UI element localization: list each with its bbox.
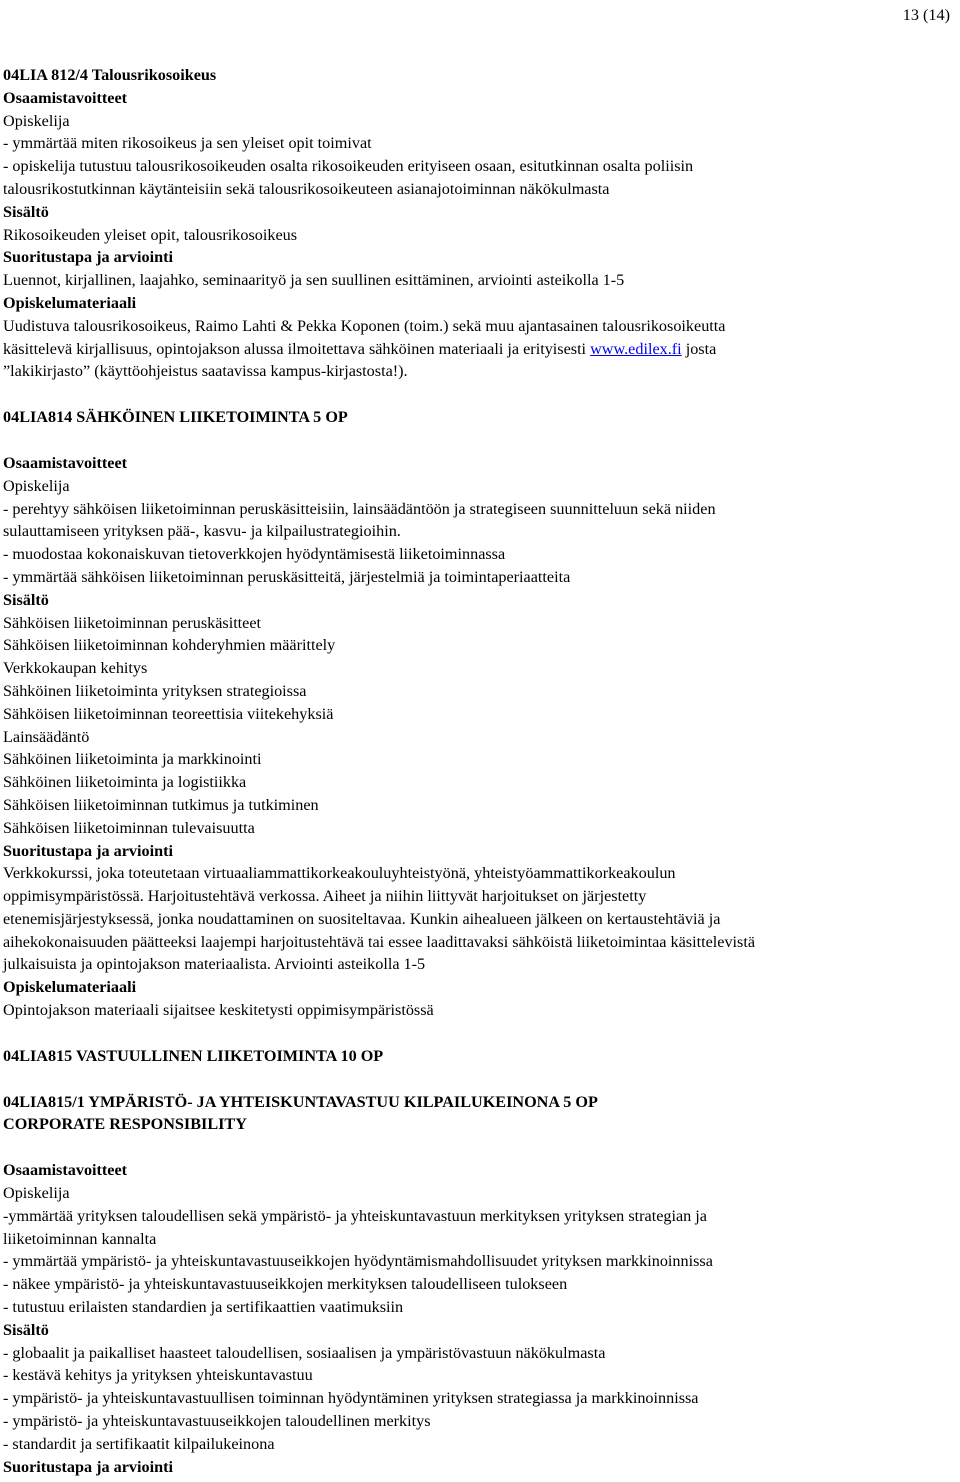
goal-line: - näkee ympäristö- ja yhteiskuntavastuuseikkojen merkityksen taloudelliseen tulokseen [3, 1275, 568, 1294]
goal-line: liiketoiminnan kannalta [3, 1229, 157, 1248]
student-label: Opiskelija [3, 1184, 70, 1203]
content-line: Sähköisen liiketoiminnan teoreettisia viitekehyksiä [3, 704, 334, 723]
method-line: Luennot, kirjallinen, laajahko, seminaarityö ja sen suullinen esittäminen, arviointi asteikolla 1-5 [3, 271, 625, 290]
goal-line: - muodostaa kokonaiskuvan tietoverkkojen hyödyntämisestä liiketoiminnassa [3, 545, 506, 564]
content-line: - standardit ja sertifikaatit kilpailukeinona [3, 1434, 275, 1453]
materials-line [3, 338, 943, 361]
content-line: Sähköisen liiketoiminnan tulevaisuutta [3, 818, 255, 837]
goals-heading: Osaamistavoitteet [3, 1161, 128, 1180]
course-heading: 04LIA814 SÄHKÖINEN LIIKETOIMINTA 5 OP [3, 408, 348, 427]
content-line: Sähköinen liiketoiminta ja markkinointi [3, 750, 262, 769]
course-sahkoinen-liiketoiminta [3, 406, 943, 1022]
goal-line: - ymmärtää ympäristö- ja yhteiskuntavastuuseikkojen hyödyntämismahdollisuudet yrityksen markkinoinnissa [3, 1252, 713, 1271]
goal-line: sulauttamiseen yrityksen pää-, kasvu- ja kilpailustrategioihin. [3, 522, 401, 541]
content-line: - ympäristö- ja yhteiskuntavastuullisen toiminnan hyödyntäminen yrityksen strategiassa ja markkinoinnissa [3, 1389, 699, 1408]
content-heading: Sisältö [3, 1320, 49, 1339]
course-vastuullinen-liiketoiminta [3, 1045, 943, 1068]
method-heading: Suoritustapa ja arviointi [3, 1457, 173, 1476]
materials-heading: Opiskelumateriaali [3, 978, 137, 997]
goals-heading: Osaamistavoitteet [3, 88, 128, 107]
content-heading: Sisältö [3, 590, 49, 609]
goal-line: - perehtyy sähköisen liiketoiminnan peruskäsitteisiin, lainsäädäntöön ja strategiseen suunnitteluun sekä niiden [3, 499, 716, 518]
materials-text: josta [681, 339, 717, 358]
materials-heading: Opiskelumateriaali [3, 293, 137, 312]
course-heading: 04LIA815 VASTUULLINEN LIIKETOIMINTA 10 OP [3, 1046, 384, 1065]
materials-text: käsittelevä kirjallisuus, opintojakson alussa ilmoitettava sähköinen materiaali ja erityisesti [3, 339, 591, 358]
edilex-link[interactable]: www.edilex.fi [590, 339, 682, 358]
content-line: Sähköinen liiketoiminta yrityksen strategioissa [3, 681, 307, 700]
document-body [3, 64, 943, 1478]
method-heading: Suoritustapa ja arviointi [3, 248, 173, 267]
content-line: - ympäristö- ja yhteiskuntavastuuseikkojen taloudellinen merkitys [3, 1412, 431, 1431]
method-line: julkaisuista ja opintojakson materiaalista. Arviointi asteikolla 1-5 [3, 955, 426, 974]
goal-line: - ymmärtää sähköisen liiketoiminnan peruskäsitteitä, järjestelmiä ja toimintaperiaatteita [3, 567, 571, 586]
student-label: Opiskelija [3, 111, 70, 130]
course-ymparisto-ja-yhteiskuntavastuu [3, 1091, 943, 1479]
method-line: Verkkokurssi, joka toteutetaan virtuaaliammattikorkeakouluyhteistyönä, yhteistyöammattikorkeakoulun [3, 864, 676, 883]
page-number: 13 (14) [902, 6, 950, 24]
content-heading: Sisältö [3, 202, 49, 221]
method-heading: Suoritustapa ja arviointi [3, 841, 173, 860]
content-line: Rikosoikeuden yleiset opit, talousrikosoikeus [3, 225, 298, 244]
goal-line: -ymmärtää yrityksen taloudellisen sekä ympäristö- ja yhteiskuntavastuun merkityksen yrityksen strategian ja [3, 1206, 707, 1225]
content-line: - kestävä kehitys ja yrityksen yhteiskuntavastuu [3, 1366, 313, 1385]
method-line: oppimisympäristössä. Harjoitustehtävä verkossa. Aiheet ja niihin liittyvät harjoitukset on järjestetty [3, 887, 647, 906]
content-line: Sähköinen liiketoiminta ja logistiikka [3, 773, 247, 792]
goal-line: - ymmärtää miten rikosoikeus ja sen yleiset opit toimivat [3, 134, 372, 153]
goal-line: - tutustuu erilaisten standardien ja sertifikaattien vaatimuksiin [3, 1298, 404, 1317]
materials-line: Opintojakson materiaali sijaitsee keskitetysti oppimisympäristössä [3, 1001, 434, 1020]
course-talousrikosoikeus [3, 64, 943, 383]
course-subheading: CORPORATE RESPONSIBILITY [3, 1115, 247, 1134]
content-line: Sähköisen liiketoiminnan kohderyhmien määrittely [3, 636, 336, 655]
student-label: Opiskelija [3, 476, 70, 495]
content-line: Sähköisen liiketoiminnan peruskäsitteet [3, 613, 262, 632]
course-heading: 04LIA 812/4 Talousrikosoikeus [3, 66, 217, 84]
goal-line: talousrikostutkinnan käytänteisiin sekä talousrikosoikeuteen asianajotoiminnan näkökulmasta [3, 179, 610, 198]
materials-line: Uudistuva talousrikosoikeus, Raimo Lahti & Pekka Koponen (toim.) sekä muu ajantasainen talousrikosoikeutta [3, 316, 726, 335]
content-line: - globaalit ja paikalliset haasteet taloudellisen, sosiaalisen ja ympäristövastuun näkökulmasta [3, 1343, 606, 1362]
method-line: aihekokonaisuuden päätteeksi laajempi harjoitustehtävä tai essee laadittavaksi sähköistä liiketoimintaa käsittelevistä [3, 932, 756, 951]
method-line: etenemisjärjestyksessä, jonka noudattaminen on suositeltavaa. Kunkin aihealueen jälkeen on kertaustehtäviä ja [3, 909, 721, 928]
goals-heading: Osaamistavoitteet [3, 453, 128, 472]
course-heading: 04LIA815/1 YMPÄRISTÖ- JA YHTEISKUNTAVASTUU KILPAILUKEINONA 5 OP [3, 1092, 598, 1111]
materials-line: ”lakikirjasto” (käyttöohjeistus saatavissa kampus-kirjastosta!). [3, 362, 408, 381]
content-line: Lainsäädäntö [3, 727, 90, 746]
content-line: Verkkokaupan kehitys [3, 659, 148, 678]
content-line: Sähköisen liiketoiminnan tutkimus ja tutkiminen [3, 795, 319, 814]
goal-line: - opiskelija tutustuu talousrikosoikeuden osalta rikosoikeuden erityiseen osaan, esitutkinnan osalta poliisin [3, 157, 694, 176]
